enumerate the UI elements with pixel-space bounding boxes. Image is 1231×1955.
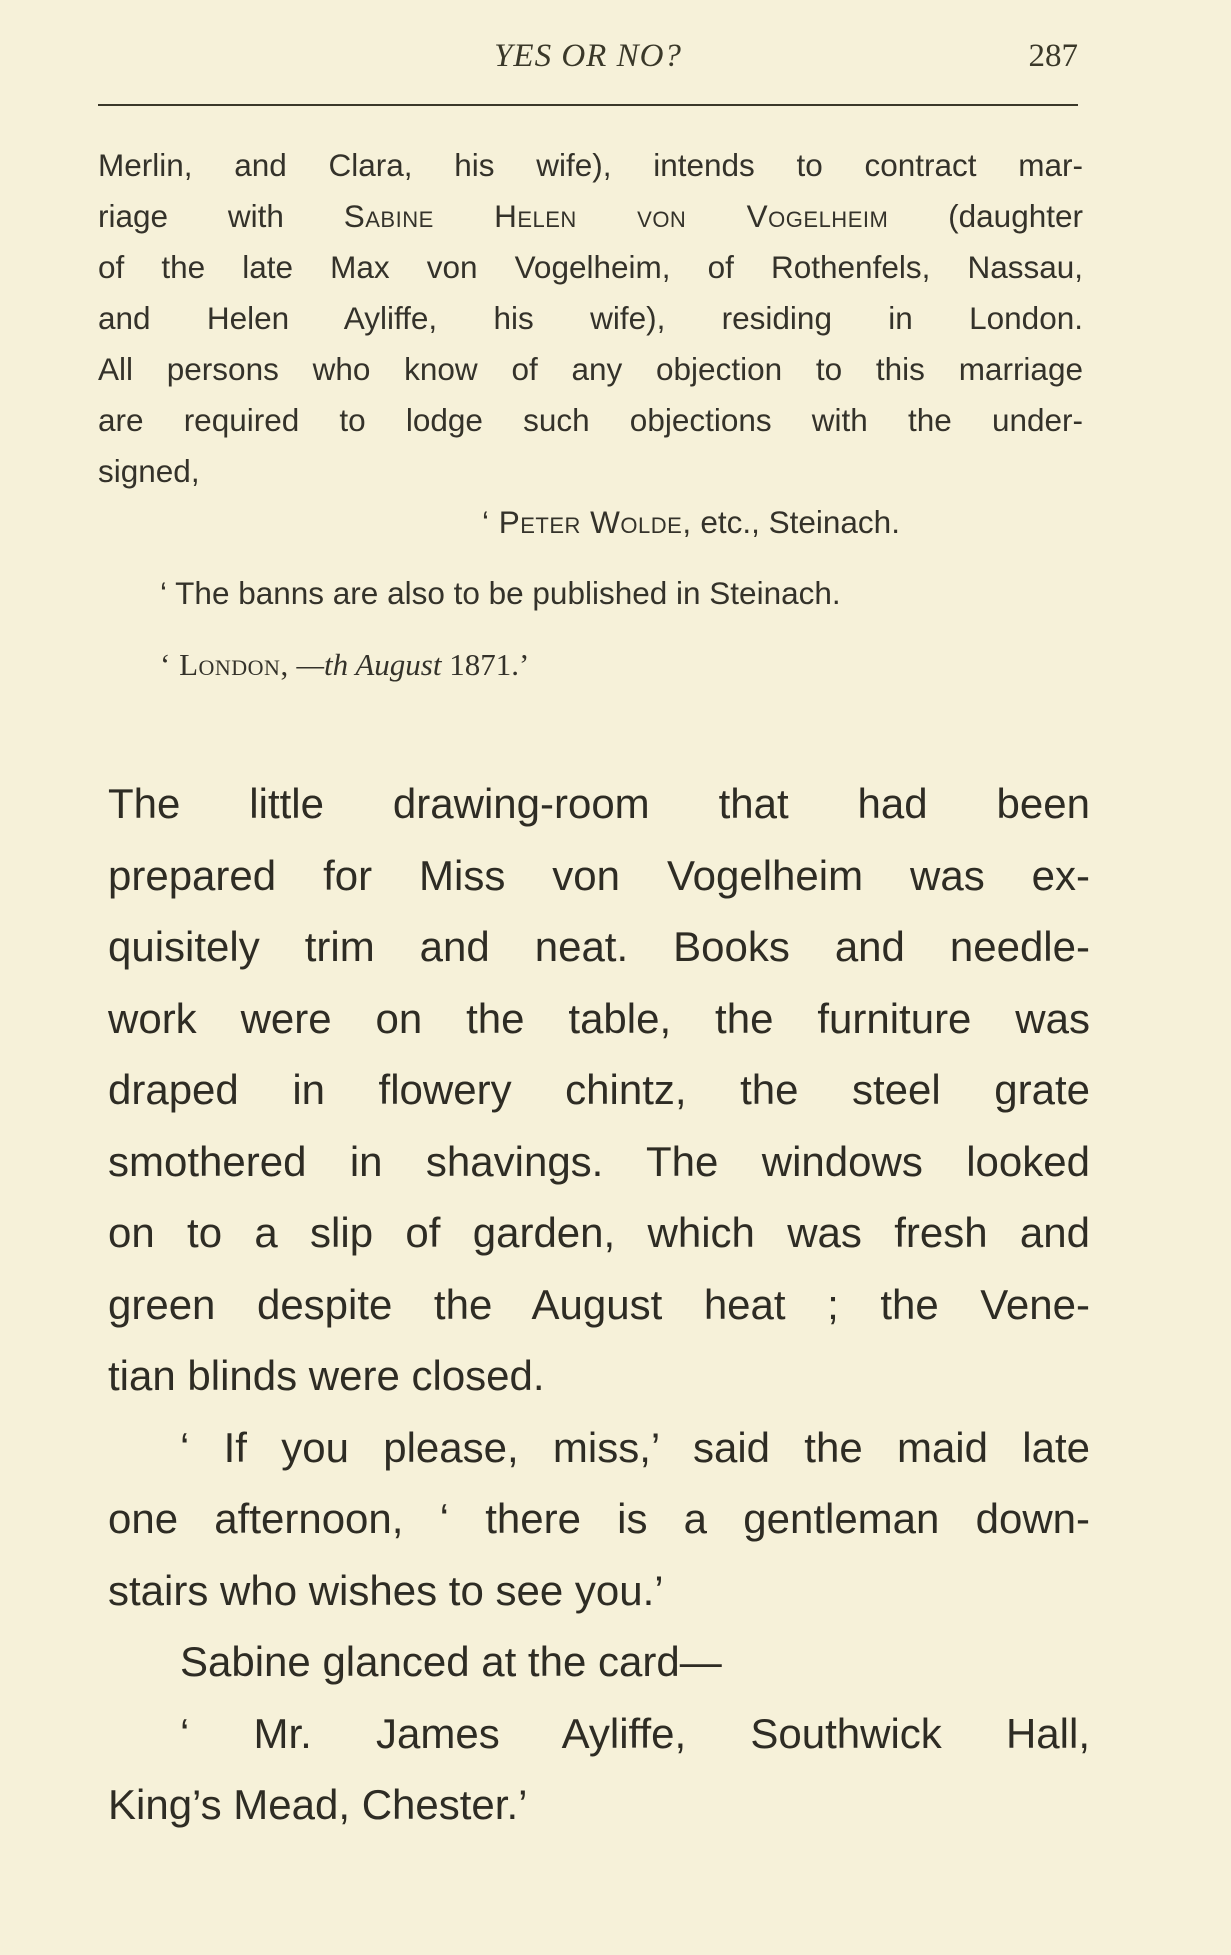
notice-line: signed, [98, 453, 200, 489]
text-line: ‘ If you please, miss,’ said the maid late [180, 1423, 1090, 1471]
notice-line: All persons who know of any objection to this marriage [98, 351, 1083, 387]
running-title: YES OR NO? [494, 38, 682, 74]
signature-tail: etc., Steinach. [691, 504, 900, 540]
text-line: smothered in shavings. The windows looked [108, 1137, 1090, 1185]
notice-line: of the late Max von Vogelheim, of Rothenfels, Nassau, [98, 249, 1083, 285]
signature-name: ‘ Peter Wolde, [482, 504, 692, 540]
text-line: The little drawing-room that had been [108, 780, 1090, 827]
text-line: stairs who wishes to see you.’ [108, 1566, 664, 1614]
text-line: Sabine glanced at the card— [180, 1638, 722, 1685]
dateline-year: 1871.’ [449, 647, 530, 682]
text-line: King’s Mead, Chester.’ [108, 1781, 528, 1828]
notice-line: and Helen Ayliffe, his wife), residing in London. [98, 300, 1083, 336]
text-line: quisitely trim and neat. Books and needle- [108, 923, 1090, 970]
running-head [98, 38, 1078, 88]
narrative-text [108, 768, 1090, 1841]
notice-line: Merlin, and Clara, his wife), intends to contract mar- [98, 147, 1083, 183]
notice-text: riage with [98, 198, 344, 234]
text-line: tian blinds were closed. [108, 1352, 545, 1399]
text-line: one afternoon, ‘ there is a gentleman down- [108, 1495, 1090, 1542]
text-line: draped in flowery chintz, the steel grate [108, 1066, 1090, 1113]
bride-name: Sabine Helen von Vogelheim [343, 198, 889, 234]
dateline-date: —th August [288, 647, 450, 682]
notice-dateline [98, 639, 1083, 690]
text-line: green despite the August heat ; the Vene- [108, 1280, 1090, 1328]
header-rule [98, 104, 1078, 106]
text-line: work were on the table, the furniture was [108, 994, 1090, 1042]
text-line: ‘ Mr. James Ayliffe, Southwick Hall, [180, 1709, 1090, 1757]
notice-text: (daughter [888, 198, 1083, 234]
banns-notice [98, 140, 1083, 690]
notice-line [98, 191, 1083, 242]
text-line: prepared for Miss von Vogelheim was ex- [108, 851, 1090, 899]
dateline-place: ‘ London, [160, 647, 289, 682]
banns-line: ‘ The banns are also to be published in Steinach. [160, 575, 841, 611]
text-line: on to a slip of garden, which was fresh and [108, 1209, 1090, 1256]
page-number: 287 [1028, 38, 1078, 74]
notice-line: are required to lodge such objections with the under- [98, 402, 1083, 438]
notice-signature [98, 497, 1083, 548]
